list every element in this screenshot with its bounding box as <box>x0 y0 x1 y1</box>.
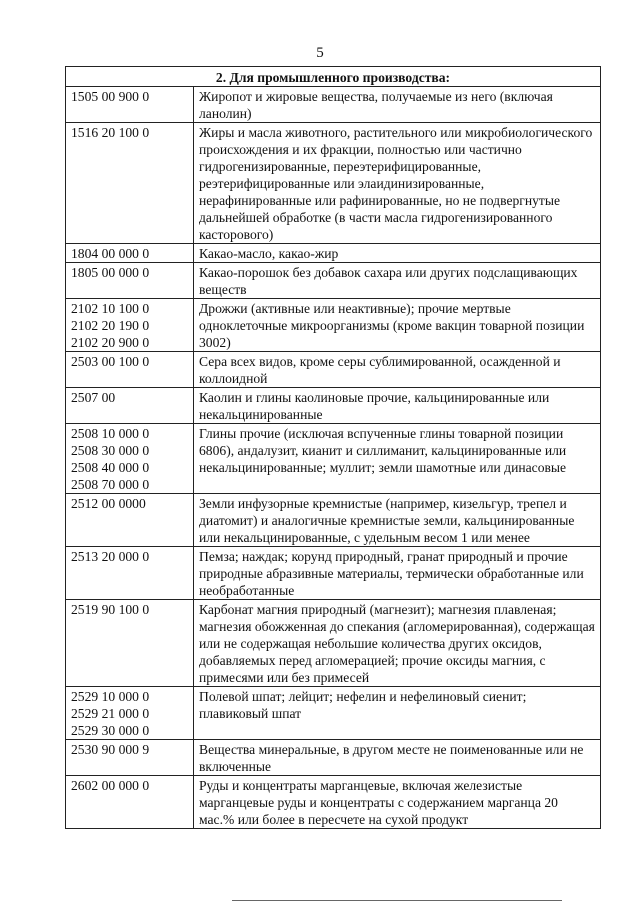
table-row <box>66 352 601 388</box>
section-title: 2. Для промышленного производства: <box>66 67 601 87</box>
table-row <box>66 740 601 776</box>
commodity-code: 2529 10 000 0 <box>71 689 150 704</box>
commodity-code: 2512 00 0000 <box>71 496 146 511</box>
commodity-code: 2102 20 190 0 <box>71 318 150 333</box>
description-cell: Вещества минеральные, в другом месте не поименованные или не включенные <box>194 740 601 776</box>
description-cell: Каолин и глины каолиновые прочие, кальцинированные или некальцинированные <box>194 388 601 424</box>
table-row <box>66 687 601 740</box>
table-row <box>66 123 601 244</box>
code-cell <box>66 352 194 388</box>
code-cell <box>66 388 194 424</box>
code-cell <box>66 740 194 776</box>
commodity-code: 2508 10 000 0 <box>71 426 150 441</box>
code-cell <box>66 600 194 687</box>
code-cell <box>66 424 194 494</box>
description-cell: Какао-порошок без добавок сахара или других подслащивающих веществ <box>194 263 601 299</box>
commodity-code: 2519 90 100 0 <box>71 602 150 617</box>
bottom-divider <box>232 900 562 901</box>
code-cell <box>66 547 194 600</box>
description-cell: Полевой шпат; лейцит; нефелин и нефелиновый сиенит; плавиковый шпат <box>194 687 601 740</box>
table-row <box>66 299 601 352</box>
commodity-code: 2602 00 000 0 <box>71 778 150 793</box>
description-cell: Руды и концентраты марганцевые, включая железистые марганцевые руды и концентраты с содержанием марганца 20 мас.% или более в пересчете на сухой продукт <box>194 776 601 829</box>
commodity-code: 2507 00 <box>71 390 116 405</box>
description-cell: Какао-масло, какао-жир <box>194 244 601 263</box>
description-cell: Карбонат магния природный (магнезит); магнезия плавленая; магнезия обожженная до спекания (агломерированная), содержащая или не содержащая небольшие количества других оксидов, добавляемых перед агломерацией; прочие оксиды магния, с примесями или без примесей <box>194 600 601 687</box>
table-body <box>66 87 601 829</box>
commodity-code: 2102 20 900 0 <box>71 335 150 350</box>
commodity-code: 1516 20 100 0 <box>71 125 150 140</box>
description-cell: Жиры и масла животного, растительного или микробиологического происхождения и их фракции, полностью или частично гидрогенизированные, переэтерифицированные, реэтерифицированные или элаидинизированные, нерафинированные или рафинированные, но не подвергнутые дальнейшей обработке (в части масла гидрогенизированного касторового) <box>194 123 601 244</box>
table-row <box>66 424 601 494</box>
table-row <box>66 547 601 600</box>
section-header-row <box>66 67 601 87</box>
code-cell <box>66 244 194 263</box>
description-cell: Сера всех видов, кроме серы сублимированной, осажденной и коллоидной <box>194 352 601 388</box>
commodity-code: 2530 90 000 9 <box>71 742 150 757</box>
page-number: 5 <box>316 45 324 61</box>
commodity-code: 2508 40 000 0 <box>71 460 150 475</box>
commodity-code: 1804 00 000 0 <box>71 246 150 261</box>
description-cell: Глины прочие (исключая вспученные глины товарной позиции 6806), андалузит, кианит и силлиманит, кальцинированные или некальцинированные; муллит; земли шамотные или динасовые <box>194 424 601 494</box>
table-row <box>66 388 601 424</box>
commodity-code: 2508 70 000 0 <box>71 477 150 492</box>
code-cell <box>66 494 194 547</box>
description-cell: Земли инфузорные кремнистые (например, кизельгур, трепел и диатомит) и аналогичные кремнистые земли, кальцинированные или некальцинированные, с удельным весом 1 или менее <box>194 494 601 547</box>
description-cell: Дрожжи (активные или неактивные); прочие мертвые одноклеточные микроорганизмы (кроме вакцин товарной позиции 3002) <box>194 299 601 352</box>
table-row <box>66 600 601 687</box>
code-cell <box>66 87 194 123</box>
table-row <box>66 494 601 547</box>
commodity-code: 1505 00 900 0 <box>71 89 150 104</box>
table-row <box>66 87 601 123</box>
code-cell <box>66 776 194 829</box>
customs-code-table <box>65 66 601 829</box>
commodity-code: 1805 00 000 0 <box>71 265 150 280</box>
commodity-code: 2508 30 000 0 <box>71 443 150 458</box>
code-cell <box>66 263 194 299</box>
code-cell <box>66 687 194 740</box>
table-row <box>66 776 601 829</box>
commodity-code: 2529 30 000 0 <box>71 723 150 738</box>
table-row <box>66 244 601 263</box>
commodity-code: 2102 10 100 0 <box>71 301 150 316</box>
description-cell: Пемза; наждак; корунд природный, гранат природный и прочие природные абразивные материалы, термически обработанные или необработанные <box>194 547 601 600</box>
code-cell <box>66 123 194 244</box>
description-cell: Жиропот и жировые вещества, получаемые из него (включая ланолин) <box>194 87 601 123</box>
commodity-code: 2503 00 100 0 <box>71 354 150 369</box>
code-cell <box>66 299 194 352</box>
commodity-code: 2529 21 000 0 <box>71 706 150 721</box>
commodity-code: 2513 20 000 0 <box>71 549 150 564</box>
table-row <box>66 263 601 299</box>
